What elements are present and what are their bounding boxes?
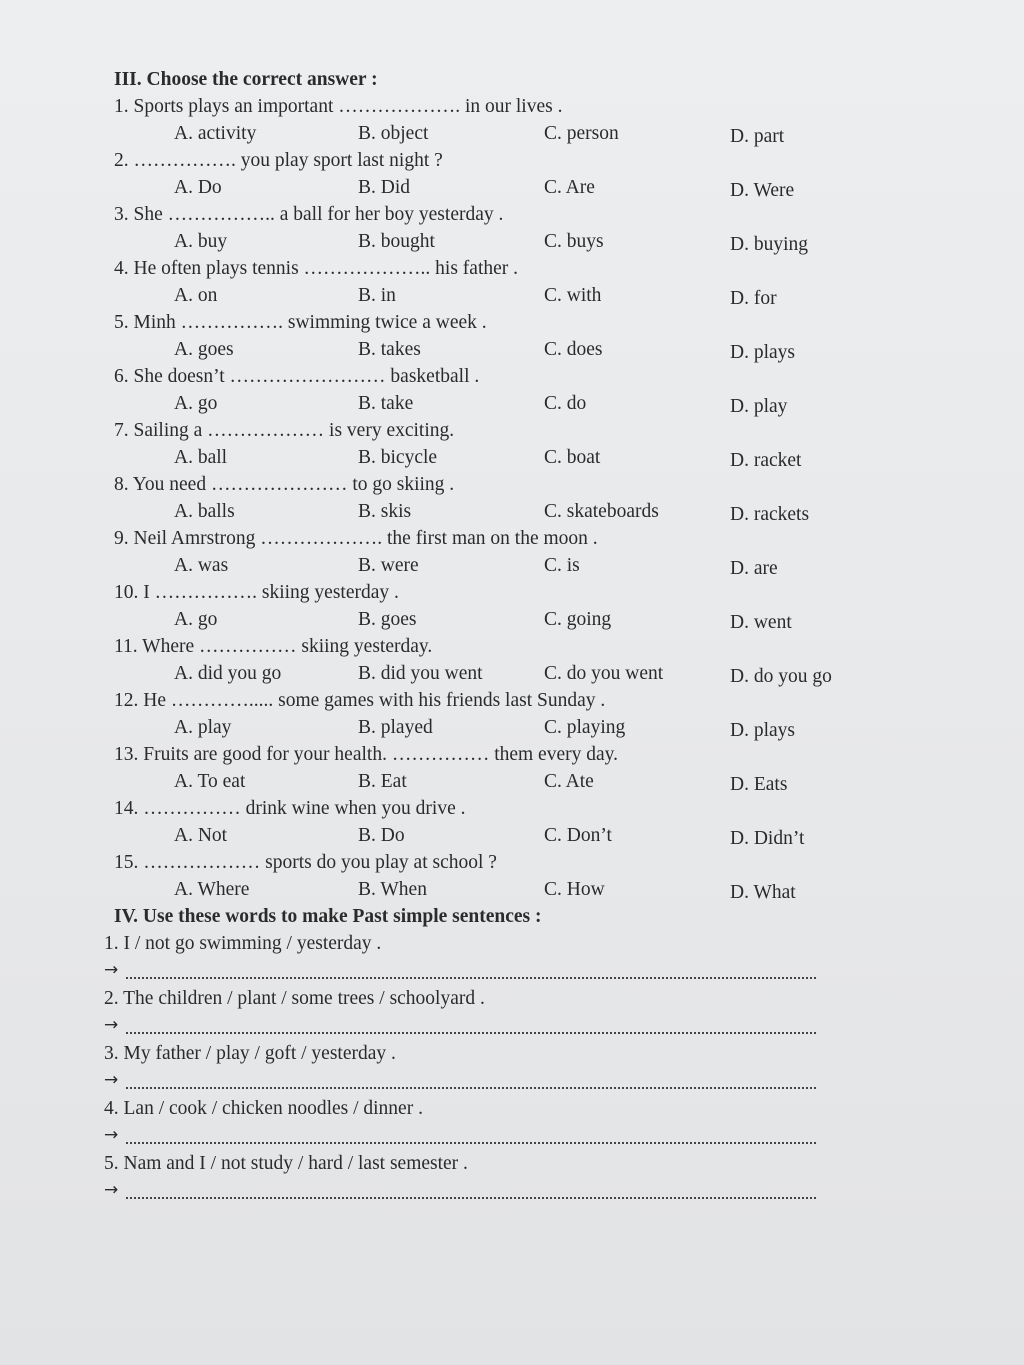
answer-option: B. When xyxy=(358,879,427,900)
answer-option: A. go xyxy=(174,609,218,630)
answer-option: A. ball xyxy=(174,447,228,468)
answer-options xyxy=(108,876,838,903)
answer-line[interactable] xyxy=(104,1067,838,1095)
answer-option: C. going xyxy=(544,609,612,630)
answer-option: B. skis xyxy=(358,501,412,522)
answer-option: D. are xyxy=(730,558,778,579)
answer-option: B. goes xyxy=(358,609,417,630)
answer-option: A. did you go xyxy=(174,663,282,684)
answer-options xyxy=(108,552,838,579)
answer-option: B. take xyxy=(358,393,414,414)
answer-option: D. do you go xyxy=(730,666,832,687)
dotted-blank xyxy=(126,1197,816,1199)
answer-option: C. does xyxy=(544,339,603,360)
answer-option: C. do you went xyxy=(544,663,664,684)
dotted-blank xyxy=(126,1142,816,1144)
answer-option: C. buys xyxy=(544,231,604,252)
answer-option: D. plays xyxy=(730,720,795,741)
answer-option: B. takes xyxy=(358,339,421,360)
sentence-prompt: 3. My father / play / goft / yesterday . xyxy=(104,1043,396,1064)
answer-options xyxy=(108,120,838,147)
question-text: 1. Sports plays an important ………………. in our lives . xyxy=(114,96,563,117)
answer-option: C. Are xyxy=(544,177,595,198)
answer-line[interactable] xyxy=(104,1177,838,1205)
answer-options xyxy=(108,390,838,417)
answer-option: C. Ate xyxy=(544,771,594,792)
sentence-prompt: 4. Lan / cook / chicken noodles / dinner . xyxy=(104,1098,423,1119)
answer-line[interactable] xyxy=(104,957,838,985)
question-text: 8. You need ………………… to go skiing . xyxy=(114,474,455,495)
answer-option: B. were xyxy=(358,555,419,576)
answer-option: D. buying xyxy=(730,234,808,255)
question-text: 9. Neil Amrstrong ………………. the first man on the moon . xyxy=(114,528,598,549)
question-text: 2. ……………. you play sport last night ? xyxy=(114,150,443,171)
dotted-blank xyxy=(126,977,816,979)
answer-option: C. skateboards xyxy=(544,501,659,522)
answer-options xyxy=(108,498,838,525)
answer-line[interactable] xyxy=(104,1122,838,1150)
answer-option: D. play xyxy=(730,396,788,417)
answer-option: D. plays xyxy=(730,342,795,363)
section-3-heading: III. Choose the correct answer : xyxy=(114,69,378,90)
question-text: 4. He often plays tennis ……………….. his father . xyxy=(114,258,519,279)
answer-option: D. Didn’t xyxy=(730,828,805,849)
sentence-prompt: 2. The children / plant / some trees / schoolyard . xyxy=(104,988,485,1009)
answer-option: B. Do xyxy=(358,825,405,846)
answer-options xyxy=(108,336,838,363)
question-text: 13. Fruits are good for your health. …………… them every day. xyxy=(114,744,619,765)
answer-option: A. Where xyxy=(174,879,250,900)
answer-option: D. Were xyxy=(730,180,795,201)
answer-option: C. do xyxy=(544,393,587,414)
answer-option: B. Did xyxy=(358,177,411,198)
answer-option: B. in xyxy=(358,285,396,306)
answer-option: A. goes xyxy=(174,339,234,360)
arrow-icon: → xyxy=(104,1125,119,1145)
question-text: 6. She doesn’t …………………… basketball . xyxy=(114,366,480,387)
answer-option: D. for xyxy=(730,288,777,309)
question-text: 7. Sailing a ……………… is very exciting. xyxy=(114,420,455,441)
question-text: 3. She …………….. a ball for her boy yesterday . xyxy=(114,204,504,225)
answer-option: A. To eat xyxy=(174,771,246,792)
question-text: 15. ……………… sports do you play at school ? xyxy=(114,852,497,873)
answer-options xyxy=(108,822,838,849)
answer-option: A. was xyxy=(174,555,229,576)
answer-option: C. is xyxy=(544,555,580,576)
answer-option: A. activity xyxy=(174,123,257,144)
dotted-blank xyxy=(126,1032,816,1034)
question-list xyxy=(108,93,838,903)
answer-options xyxy=(108,606,838,633)
answer-option: C. with xyxy=(544,285,602,306)
answer-option: A. play xyxy=(174,717,232,738)
answer-option: D. went xyxy=(730,612,792,633)
answer-options xyxy=(108,282,838,309)
answer-option: C. boat xyxy=(544,447,601,468)
answer-option: B. bought xyxy=(358,231,435,252)
question-text: 10. I ……………. skiing yesterday . xyxy=(114,582,399,603)
answer-option: B. object xyxy=(358,123,429,144)
dotted-blank xyxy=(126,1087,816,1089)
answer-option: D. Eats xyxy=(730,774,788,795)
answer-options xyxy=(108,228,838,255)
sentence-prompt: 5. Nam and I / not study / hard / last semester . xyxy=(104,1153,468,1174)
sentence-task-list xyxy=(104,930,838,1205)
answer-option: B. bicycle xyxy=(358,447,438,468)
answer-options xyxy=(108,768,838,795)
question-text: 5. Minh ……………. swimming twice a week . xyxy=(114,312,487,333)
arrow-icon: → xyxy=(104,1180,119,1200)
answer-option: B. played xyxy=(358,717,433,738)
section-4-heading: IV. Use these words to make Past simple sentences : xyxy=(114,906,542,927)
answer-options xyxy=(108,660,838,687)
answer-option: A. go xyxy=(174,393,218,414)
answer-option: D. rackets xyxy=(730,504,810,525)
answer-option: C. person xyxy=(544,123,619,144)
answer-option: A. on xyxy=(174,285,218,306)
answer-option: D. part xyxy=(730,126,785,147)
answer-option: C. How xyxy=(544,879,605,900)
answer-option: D. What xyxy=(730,882,796,903)
sentence-prompt: 1. I / not go swimming / yesterday . xyxy=(104,933,382,954)
worksheet-content xyxy=(104,66,838,1205)
answer-options xyxy=(108,444,838,471)
answer-option: B. did you went xyxy=(358,663,483,684)
question-text: 11. Where …………… skiing yesterday. xyxy=(114,636,433,657)
answer-options xyxy=(108,714,838,741)
answer-option: A. Not xyxy=(174,825,228,846)
answer-option: C. playing xyxy=(544,717,626,738)
answer-option: C. Don’t xyxy=(544,825,612,846)
answer-option: A. balls xyxy=(174,501,235,522)
question-text: 14. …………… drink wine when you drive . xyxy=(114,798,466,819)
answer-option: B. Eat xyxy=(358,771,407,792)
arrow-icon: → xyxy=(104,1015,119,1035)
answer-line[interactable] xyxy=(104,1012,838,1040)
arrow-icon: → xyxy=(104,1070,119,1090)
answer-option: A. buy xyxy=(174,231,228,252)
answer-options xyxy=(108,174,838,201)
answer-option: D. racket xyxy=(730,450,802,471)
arrow-icon: → xyxy=(104,960,119,980)
question-text: 12. He …………..... some games with his friends last Sunday . xyxy=(114,690,606,711)
answer-option: A. Do xyxy=(174,177,222,198)
